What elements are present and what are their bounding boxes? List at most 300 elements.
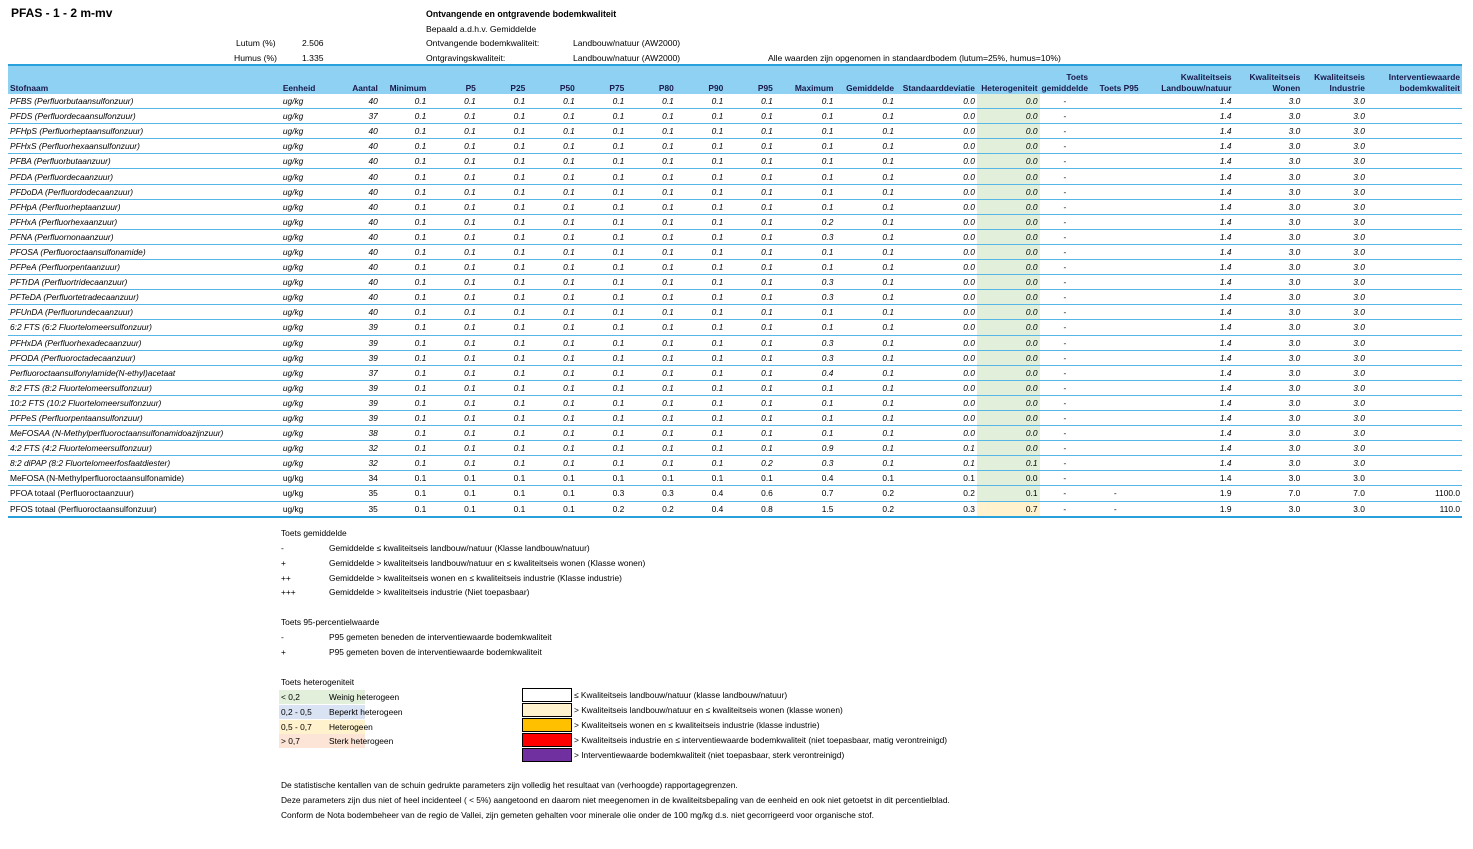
table-cell: 0.1 xyxy=(380,441,429,456)
table-cell: 3.0 xyxy=(1302,456,1367,471)
table-cell: 3.0 xyxy=(1302,441,1367,456)
table-cell: 0.1 xyxy=(775,94,836,109)
toets-gemiddelde-symbol: +++ xyxy=(281,587,296,598)
table-row xyxy=(8,260,1462,275)
table-cell: 3.0 xyxy=(1302,124,1367,139)
table-cell: 0.1 xyxy=(428,275,478,290)
table-cell: 3.0 xyxy=(1234,229,1303,244)
table-cell: 0.9 xyxy=(775,441,836,456)
table-cell: 0.1 xyxy=(478,410,528,425)
table-row xyxy=(8,335,1462,350)
table-cell xyxy=(1090,94,1141,109)
table-cell: 0.1 xyxy=(478,471,528,486)
toets-gemiddelde-symbol: - xyxy=(281,543,284,553)
table-cell: 0.1 xyxy=(626,350,676,365)
table-cell: 0.2 xyxy=(775,214,836,229)
table-cell: 0.0 xyxy=(977,426,1040,441)
table-cell: 39 xyxy=(331,350,380,365)
table-cell: ug/kg xyxy=(281,124,332,139)
table-cell: 0.1 xyxy=(380,275,429,290)
table-cell: PFDA (Perfluordecaanzuur) xyxy=(8,169,281,184)
table-cell: 3.0 xyxy=(1234,199,1303,214)
table-cell: 0.1 xyxy=(428,244,478,259)
footer-note: Conform de Nota bodembeheer van de regio de Vallei, zijn gemeten gehalten voor minerale olie onder de 100 mg/kg d.s. niet gecorrigeerd voor organische stof. xyxy=(281,810,874,820)
table-row xyxy=(8,441,1462,456)
table-cell: 0.1 xyxy=(676,395,726,410)
table-cell: 40 xyxy=(331,139,380,154)
table-cell: 0.1 xyxy=(676,456,726,471)
table-cell: 3.0 xyxy=(1234,380,1303,395)
table-cell: ug/kg xyxy=(281,365,332,380)
table-cell: 0.0 xyxy=(977,124,1040,139)
table-cell: 0.1 xyxy=(676,229,726,244)
table-cell: 40 xyxy=(331,305,380,320)
table-cell xyxy=(1090,214,1141,229)
table-cell: 0.1 xyxy=(478,169,528,184)
table-cell: PFHxS (Perfluorhexaansulfonzuur) xyxy=(8,139,281,154)
table-cell: - xyxy=(1040,426,1091,441)
table-cell: - xyxy=(1040,335,1091,350)
table-cell xyxy=(1367,260,1462,275)
table-row xyxy=(8,410,1462,425)
table-cell: 40 xyxy=(331,229,380,244)
table-cell: 0.1 xyxy=(478,290,528,305)
table-cell: 1.4 xyxy=(1141,139,1234,154)
heterogeniteit-range: > 0,7 xyxy=(281,736,300,747)
table-cell: 0.1 xyxy=(835,441,896,456)
table-cell xyxy=(1090,395,1141,410)
table-cell: 0.1 xyxy=(380,380,429,395)
table-cell: 3.0 xyxy=(1302,471,1367,486)
table-cell xyxy=(1367,199,1462,214)
table-cell: 0.1 xyxy=(428,109,478,124)
table-row xyxy=(8,169,1462,184)
table-cell: 3.0 xyxy=(1234,169,1303,184)
table-cell: 0.1 xyxy=(725,214,775,229)
table-cell: 0.1 xyxy=(428,486,478,501)
column-header-text: Kwaliteitseis xyxy=(1180,72,1232,82)
table-cell xyxy=(1367,426,1462,441)
table-cell: 0.0 xyxy=(977,139,1040,154)
table-row xyxy=(8,365,1462,380)
table-cell: 3.0 xyxy=(1302,501,1367,517)
column-header-text: P25 xyxy=(510,83,526,93)
table-cell: 0.3 xyxy=(775,456,836,471)
table-cell: 0.0 xyxy=(896,199,977,214)
table-row xyxy=(8,471,1462,486)
table-cell: 3.0 xyxy=(1234,471,1303,486)
table-cell: 0.1 xyxy=(835,395,896,410)
table-cell: 0.1 xyxy=(380,305,429,320)
table-cell: 0.2 xyxy=(577,501,627,517)
table-cell: 4:2 FTS (4:2 Fluortelomeersulfonzuur) xyxy=(8,441,281,456)
table-cell: 0.1 xyxy=(478,184,528,199)
table-cell xyxy=(1367,109,1462,124)
column-header-text: Heterogeniteit xyxy=(981,83,1038,93)
table-cell: 0.1 xyxy=(626,380,676,395)
table-cell: 0.1 xyxy=(577,199,627,214)
table-cell: 0.1 xyxy=(527,501,577,517)
table-cell: 0.1 xyxy=(775,244,836,259)
table-cell: 3.0 xyxy=(1302,320,1367,335)
table-cell: 0.1 xyxy=(478,501,528,517)
heterogeniteit-text: Beperkt heterogeen xyxy=(329,706,403,717)
table-cell: 0.1 xyxy=(428,320,478,335)
table-cell: 0.0 xyxy=(896,335,977,350)
table-cell: 0.1 xyxy=(676,199,726,214)
column-header-text: P80 xyxy=(658,83,674,93)
table-row xyxy=(8,229,1462,244)
table-cell: ug/kg xyxy=(281,471,332,486)
table-cell: - xyxy=(1040,214,1091,229)
table-cell: 0.1 xyxy=(577,320,627,335)
table-cell: 0.1 xyxy=(775,320,836,335)
lutum-value: 2.506 xyxy=(302,38,324,48)
table-cell: 0.1 xyxy=(676,335,726,350)
column-header-text: Standaarddeviatie xyxy=(902,83,975,93)
table-row xyxy=(8,199,1462,214)
table-cell: PFDoDA (Perfluordodecaanzuur) xyxy=(8,184,281,199)
ontvangende-label: Ontvangende bodemkwaliteit: xyxy=(426,38,540,48)
table-cell: ug/kg xyxy=(281,94,332,109)
toets-p95-symbol: - xyxy=(281,632,284,642)
table-cell: 0.1 xyxy=(478,335,528,350)
table-row xyxy=(8,244,1462,259)
heterogeniteit-range: 0,5 - 0,7 xyxy=(281,721,312,732)
table-cell: 0.1 xyxy=(380,365,429,380)
toets-p95-title: Toets 95-percentielwaarde xyxy=(281,617,380,627)
table-cell: 0.1 xyxy=(835,260,896,275)
table-cell xyxy=(1367,395,1462,410)
table-cell xyxy=(1090,380,1141,395)
table-cell: 0.1 xyxy=(835,154,896,169)
table-cell: 0.1 xyxy=(835,229,896,244)
table-cell: ug/kg xyxy=(281,229,332,244)
table-cell: 1.4 xyxy=(1141,244,1234,259)
table-cell: 0.1 xyxy=(676,410,726,425)
table-cell: 0.1 xyxy=(725,350,775,365)
table-cell: - xyxy=(1090,501,1141,517)
klasse-swatch xyxy=(522,748,572,762)
table-cell: PFTeDA (Perfluortetradecaanzuur) xyxy=(8,290,281,305)
table-cell: 0.1 xyxy=(428,380,478,395)
table-cell xyxy=(1367,244,1462,259)
table-cell: 0.0 xyxy=(896,260,977,275)
column-header-text: Interventiewaarde xyxy=(1388,72,1460,82)
table-cell: 0.1 xyxy=(626,305,676,320)
table-cell: 0.1 xyxy=(428,426,478,441)
klasse-text: ≤ Kwaliteitseis landbouw/natuur (klasse landbouw/natuur) xyxy=(574,690,788,700)
table-cell: 39 xyxy=(331,335,380,350)
table-cell: 0.1 xyxy=(380,94,429,109)
table-cell: 8:2 diPAP (8:2 Fluortelomeerfosfaatdiester) xyxy=(8,456,281,471)
table-cell: 3.0 xyxy=(1234,94,1303,109)
table-cell: 0.1 xyxy=(626,275,676,290)
column-header-text: Aantal xyxy=(352,83,378,93)
table-cell: 0.1 xyxy=(428,229,478,244)
table-cell: PFOS totaal (Perfluoroctaansulfonzuur) xyxy=(8,501,281,517)
table-cell: 3.0 xyxy=(1234,244,1303,259)
table-cell: ug/kg xyxy=(281,139,332,154)
table-cell: 1.4 xyxy=(1141,290,1234,305)
table-cell xyxy=(1367,139,1462,154)
table-cell: 0.1 xyxy=(527,109,577,124)
table-cell: 0.0 xyxy=(977,94,1040,109)
table-cell: 0.1 xyxy=(626,229,676,244)
table-cell: 0.3 xyxy=(896,501,977,517)
table-cell: 0.1 xyxy=(527,471,577,486)
table-cell: 0.1 xyxy=(725,184,775,199)
table-cell: 0.1 xyxy=(527,290,577,305)
klasse-swatch xyxy=(522,733,572,747)
table-cell: 0.1 xyxy=(835,109,896,124)
table-cell: 0.0 xyxy=(896,350,977,365)
table-cell: 0.1 xyxy=(775,169,836,184)
table-cell: 0.0 xyxy=(977,365,1040,380)
table-cell: - xyxy=(1040,199,1091,214)
table-cell: 0.1 xyxy=(527,199,577,214)
table-cell: 0.3 xyxy=(775,275,836,290)
table-cell: PFNA (Perfluornonaanzuur) xyxy=(8,229,281,244)
table-cell: 0.1 xyxy=(725,471,775,486)
table-cell: 3.0 xyxy=(1302,290,1367,305)
table-cell: 0.1 xyxy=(380,395,429,410)
table-cell: 3.0 xyxy=(1302,214,1367,229)
table-cell: 0.1 xyxy=(775,199,836,214)
table-cell: 1.4 xyxy=(1141,169,1234,184)
column-header xyxy=(527,65,577,94)
column-header xyxy=(1090,65,1141,94)
table-cell: 3.0 xyxy=(1234,124,1303,139)
table-cell: ug/kg xyxy=(281,426,332,441)
table-cell: 0.3 xyxy=(775,229,836,244)
table-cell: 0.1 xyxy=(428,350,478,365)
table-cell: 0.1 xyxy=(527,94,577,109)
table-cell: - xyxy=(1040,456,1091,471)
table-cell: 0.1 xyxy=(676,471,726,486)
toets-gemiddelde-text: Gemiddelde > kwaliteitseis landbouw/natuur en ≤ kwaliteitseis wonen (Klasse wonen) xyxy=(329,557,646,568)
column-header xyxy=(1040,65,1091,94)
table-cell: 0.1 xyxy=(527,395,577,410)
table-cell xyxy=(1090,456,1141,471)
table-cell: 0.0 xyxy=(896,124,977,139)
table-cell: 0.1 xyxy=(626,94,676,109)
heterogeniteit-text: Heterogeen xyxy=(329,721,373,732)
table-row xyxy=(8,456,1462,471)
table-cell: 1.4 xyxy=(1141,109,1234,124)
table-cell: 0.1 xyxy=(725,365,775,380)
table-cell: 0.1 xyxy=(478,456,528,471)
table-cell: 0.1 xyxy=(527,305,577,320)
table-cell: 0.1 xyxy=(775,426,836,441)
table-cell: 0.0 xyxy=(896,290,977,305)
table-cell: 0.1 xyxy=(676,365,726,380)
table-cell: 0.0 xyxy=(977,290,1040,305)
table-cell: 3.0 xyxy=(1234,214,1303,229)
table-cell: 0.0 xyxy=(896,410,977,425)
table-cell: 0.0 xyxy=(896,94,977,109)
table-cell: 0.1 xyxy=(478,275,528,290)
table-row xyxy=(8,275,1462,290)
table-cell: 0.1 xyxy=(527,380,577,395)
table-cell: 3.0 xyxy=(1302,184,1367,199)
table-cell: 0.1 xyxy=(835,275,896,290)
table-cell: - xyxy=(1040,410,1091,425)
table-cell: 40 xyxy=(331,244,380,259)
table-cell: 0.1 xyxy=(428,441,478,456)
table-cell: 3.0 xyxy=(1234,305,1303,320)
table-cell: 0.1 xyxy=(527,350,577,365)
table-cell: 0.1 xyxy=(676,214,726,229)
table-cell: 0.1 xyxy=(527,214,577,229)
table-cell: 0.1 xyxy=(380,471,429,486)
table-cell: ug/kg xyxy=(281,320,332,335)
table-cell: 3.0 xyxy=(1302,305,1367,320)
table-cell xyxy=(1090,260,1141,275)
column-header-text: bodemkwaliteit xyxy=(1399,83,1460,93)
table-cell: - xyxy=(1040,395,1091,410)
table-cell: 3.0 xyxy=(1302,365,1367,380)
table-cell: 0.1 xyxy=(626,139,676,154)
table-cell: 0.1 xyxy=(428,305,478,320)
table-cell: 0.1 xyxy=(478,305,528,320)
table-cell: 3.0 xyxy=(1302,410,1367,425)
table-cell: 1.4 xyxy=(1141,305,1234,320)
table-cell: 0.1 xyxy=(835,365,896,380)
table-cell: 0.1 xyxy=(626,124,676,139)
table-cell: 35 xyxy=(331,486,380,501)
table-cell: 0.1 xyxy=(577,471,627,486)
table-cell: ug/kg xyxy=(281,335,332,350)
table-cell: 0.1 xyxy=(527,139,577,154)
table-cell: - xyxy=(1040,139,1091,154)
table-cell: 0.1 xyxy=(527,244,577,259)
table-cell: 110.0 xyxy=(1367,501,1462,517)
table-cell: 0.1 xyxy=(835,305,896,320)
toets-heterogeniteit-title: Toets heterogeniteit xyxy=(281,677,355,687)
table-cell: 0.0 xyxy=(977,380,1040,395)
table-cell: 0.1 xyxy=(835,124,896,139)
table-cell: 0.0 xyxy=(977,109,1040,124)
table-cell xyxy=(1367,365,1462,380)
table-cell: 0.1 xyxy=(527,320,577,335)
table-cell: 3.0 xyxy=(1302,139,1367,154)
table-cell: 0.1 xyxy=(577,214,627,229)
table-cell: 0.1 xyxy=(835,350,896,365)
table-cell xyxy=(1090,320,1141,335)
column-header xyxy=(1141,65,1234,94)
table-cell: ug/kg xyxy=(281,260,332,275)
table-cell: 0.0 xyxy=(977,471,1040,486)
table-cell: 0.0 xyxy=(977,229,1040,244)
table-cell: 0.1 xyxy=(577,305,627,320)
table-cell: 0.1 xyxy=(626,456,676,471)
table-cell: 3.0 xyxy=(1302,244,1367,259)
table-cell: ug/kg xyxy=(281,380,332,395)
table-cell: 3.0 xyxy=(1234,501,1303,517)
table-cell: 7.0 xyxy=(1234,486,1303,501)
table-cell: - xyxy=(1040,154,1091,169)
table-cell: 0.1 xyxy=(428,199,478,214)
table-cell: 1.4 xyxy=(1141,320,1234,335)
table-cell xyxy=(1090,184,1141,199)
table-cell: 0.4 xyxy=(775,471,836,486)
table-cell: 0.1 xyxy=(835,199,896,214)
table-cell: 0.1 xyxy=(835,169,896,184)
table-cell: 3.0 xyxy=(1234,395,1303,410)
table-cell: ug/kg xyxy=(281,501,332,517)
table-cell: 0.1 xyxy=(775,395,836,410)
table-cell xyxy=(1090,410,1141,425)
column-header xyxy=(428,65,478,94)
table-cell: 35 xyxy=(331,501,380,517)
table-cell: 0.0 xyxy=(977,410,1040,425)
table-cell: MeFOSAA (N-Methylperfluoroctaansulfonamidoazijnzuur) xyxy=(8,426,281,441)
table-cell: 0.0 xyxy=(896,305,977,320)
table-cell: - xyxy=(1040,305,1091,320)
table-cell: 8:2 FTS (8:2 Fluortelomeersulfonzuur) xyxy=(8,380,281,395)
table-cell: 0.0 xyxy=(977,275,1040,290)
table-cell: 0.3 xyxy=(775,335,836,350)
table-cell: 0.1 xyxy=(577,169,627,184)
table-cell: ug/kg xyxy=(281,184,332,199)
table-cell: - xyxy=(1040,94,1091,109)
table-cell: 3.0 xyxy=(1302,199,1367,214)
table-cell: 0.1 xyxy=(725,426,775,441)
table-cell: 0.1 xyxy=(428,290,478,305)
toets-gemiddelde-text: Gemiddelde ≤ kwaliteitseis landbouw/natuur (Klasse landbouw/natuur) xyxy=(329,543,590,553)
table-row xyxy=(8,486,1462,501)
table-cell xyxy=(1367,471,1462,486)
table-cell: 0.4 xyxy=(775,365,836,380)
table-row xyxy=(8,320,1462,335)
table-cell xyxy=(1090,124,1141,139)
table-cell: 0.0 xyxy=(977,305,1040,320)
table-cell: 0.1 xyxy=(626,169,676,184)
table-cell: 37 xyxy=(331,365,380,380)
table-cell: 0.1 xyxy=(527,275,577,290)
table-cell: 1.4 xyxy=(1141,199,1234,214)
table-cell: - xyxy=(1040,109,1091,124)
table-cell: 0.1 xyxy=(626,184,676,199)
table-cell: 0.1 xyxy=(676,350,726,365)
table-cell: 3.0 xyxy=(1234,410,1303,425)
table-row xyxy=(8,426,1462,441)
table-cell: 0.1 xyxy=(478,395,528,410)
table-cell: 0.0 xyxy=(896,395,977,410)
table-cell: 0.1 xyxy=(527,456,577,471)
table-cell xyxy=(1367,380,1462,395)
table-cell: 0.3 xyxy=(775,290,836,305)
table-cell: - xyxy=(1040,229,1091,244)
table-cell: - xyxy=(1040,290,1091,305)
table-cell: 0.1 xyxy=(428,501,478,517)
table-cell: 1.5 xyxy=(775,501,836,517)
table-cell: 0.1 xyxy=(428,214,478,229)
standaardbodem-note: Alle waarden zijn opgenomen in standaardbodem (lutum=25%, humus=10%) xyxy=(768,53,1061,63)
table-cell: 0.1 xyxy=(577,229,627,244)
table-cell: 0.1 xyxy=(676,124,726,139)
table-cell: 0.1 xyxy=(380,169,429,184)
table-cell: 0.0 xyxy=(977,335,1040,350)
table-cell: 0.1 xyxy=(896,471,977,486)
table-cell: 0.1 xyxy=(676,244,726,259)
table-cell: 0.1 xyxy=(676,290,726,305)
page-title: PFAS - 1 - 2 m-mv xyxy=(11,6,113,20)
table-cell: 0.0 xyxy=(977,199,1040,214)
table-cell: 3.0 xyxy=(1302,260,1367,275)
table-cell: 0.1 xyxy=(527,410,577,425)
